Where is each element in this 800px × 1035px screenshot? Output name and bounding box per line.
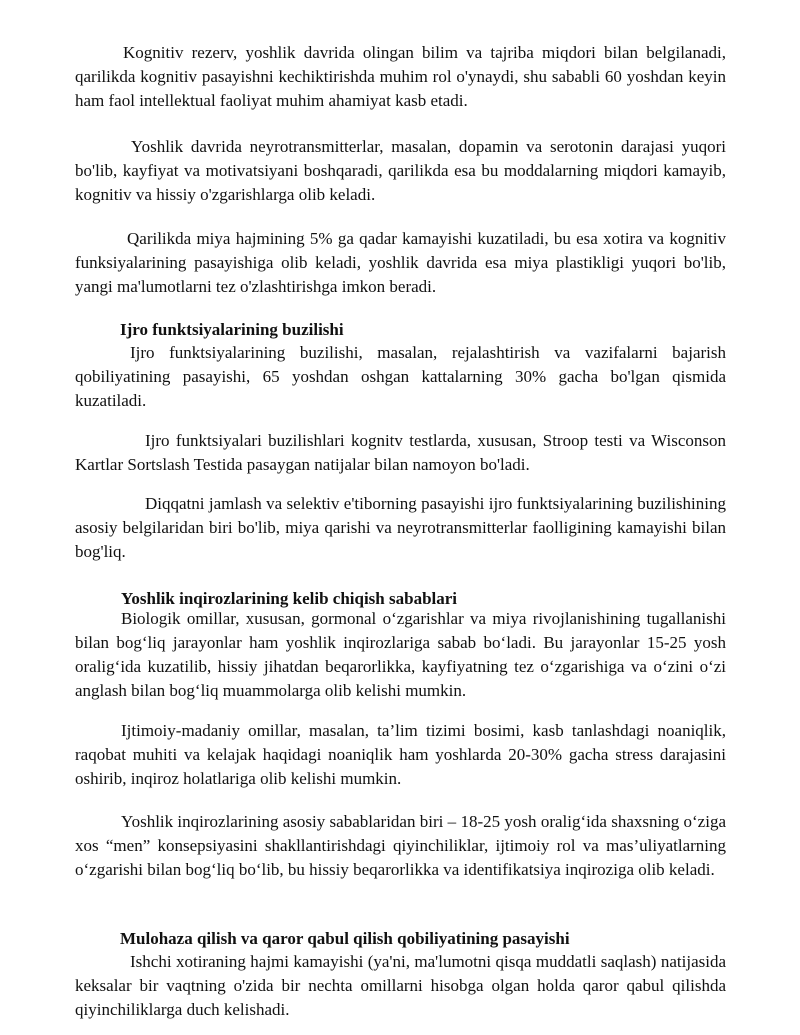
paragraph-neurotransmitters: Yoshlik davrida neyrotransmitterlar, masalan, dopamin va serotonin darajasi yuqori bo'lib, kayfiyat va motivatsiyani boshqaradi, qarilikda esa bu moddalarning miqdori kamayib, kognitiv va hissiy o'zgarishlarga olib keladi. <box>75 137 726 204</box>
paragraph-sociocultural-factors: Ijtimoiy-madaniy omillar, masalan, ta’lim tizimi bosimi, kasb tanlashdagi noaniqlik, raqobat muhiti va kelajak haqidagi noaniqlik ham yoshlarda 20-30% gacha stress darajasini oshirib, inqiroz holatlariga olib kelishi mumkin. <box>75 721 726 788</box>
paragraph-identity-crisis: Yoshlik inqirozlarining asosiy sabablaridan biri – 18-25 yosh oralig‘ida shaxsning o‘ziga xos “men” konsepsiyasini shakllantirishdagi qiyinchiliklar, ijtimoiy rol va mas’uliyatlarning o‘zgarishi bilan bog‘liq bo‘lib, bu hissiy beqarorlikka va identifikatsiya inqiroziga olib keladi. <box>75 812 726 879</box>
section-heading-decision-making: Mulohaza qilish va qaror qabul qilish qobiliyatining pasayishi <box>120 929 570 948</box>
section-heading-executive-functions: Ijro funktsiyalarining buzilishi <box>120 320 344 339</box>
paragraph-biological-factors: Biologik omillar, xususan, gormonal o‘zgarishlar va miya rivojlanishining tugallanishi bilan bog‘liq jarayonlar ham yoshlik inqirozlariga sabab bo‘ladi. Bu jarayonlar 15-25 yosh oralig‘ida kuzatilib, hissiy jihatdan beqarorlikka, kayfiyatning tez o‘zgarishiga va o‘zini o‘zi anglash bilan bog‘liq muammolarga olib kelishi mumkin. <box>75 609 726 700</box>
paragraph-working-memory: Ishchi xotiraning hajmi kamayishi (ya'ni, ma'lumotni qisqa muddatli saqlash) natijasida keksalar bir vaqtning o'zida bir nechta omillarni hisobga olgan holda qaror qabul qilishda qiyinchiliklarga duch kelishadi. <box>75 952 726 1019</box>
paragraph-attention-decline: Diqqatni jamlash va selektiv e'tiborning pasayishi ijro funktsiyalarining buzilishining asosiy belgilaridan biri bo'lib, miya qarishi va neyrotransmitterlar faolligining kamayishi bilan bog'liq. <box>75 494 726 561</box>
paragraph-cognitive-reserve: Kognitiv rezerv, yoshlik davrida olingan bilim va tajriba miqdori bilan belgilanadi, qarilikda kognitiv pasayishni kechiktirishda muhim rol o'ynaydi, shu sababli 60 yoshdan keyin ham faol intellektual faoliyat muhim ahamiyat kasb etadi. <box>75 43 726 110</box>
paragraph-executive-dysfunction: Ijro funktsiyalarining buzilishi, masalan, rejalashtirish va vazifalarni bajarish qobiliyatining pasayishi, 65 yoshdan oshgan kattalarning 30% gacha bo'lgan qismida kuzatiladi. <box>75 343 726 410</box>
paragraph-brain-volume: Qarilikda miya hajmining 5% ga qadar kamayishi kuzatiladi, bu esa xotira va kognitiv funksiyalarining pasayishiga olib keladi, yoshlik davrida esa miya plastikligi yuqori bo'lib, yangi ma'lumotlarni tez o'zlashtirishga imkon beradi. <box>75 229 726 296</box>
section-heading-youth-crisis: Yoshlik inqirozlarining kelib chiqish sabablari <box>121 589 458 608</box>
paragraph-cognitive-tests: Ijro funktsiyalari buzilishlari kognitv testlarda, xususan, Stroop testi va Wisconson Kartlar Sortslash Testida pasaygan natijalar bilan namoyon bo'ladi. <box>75 431 726 474</box>
